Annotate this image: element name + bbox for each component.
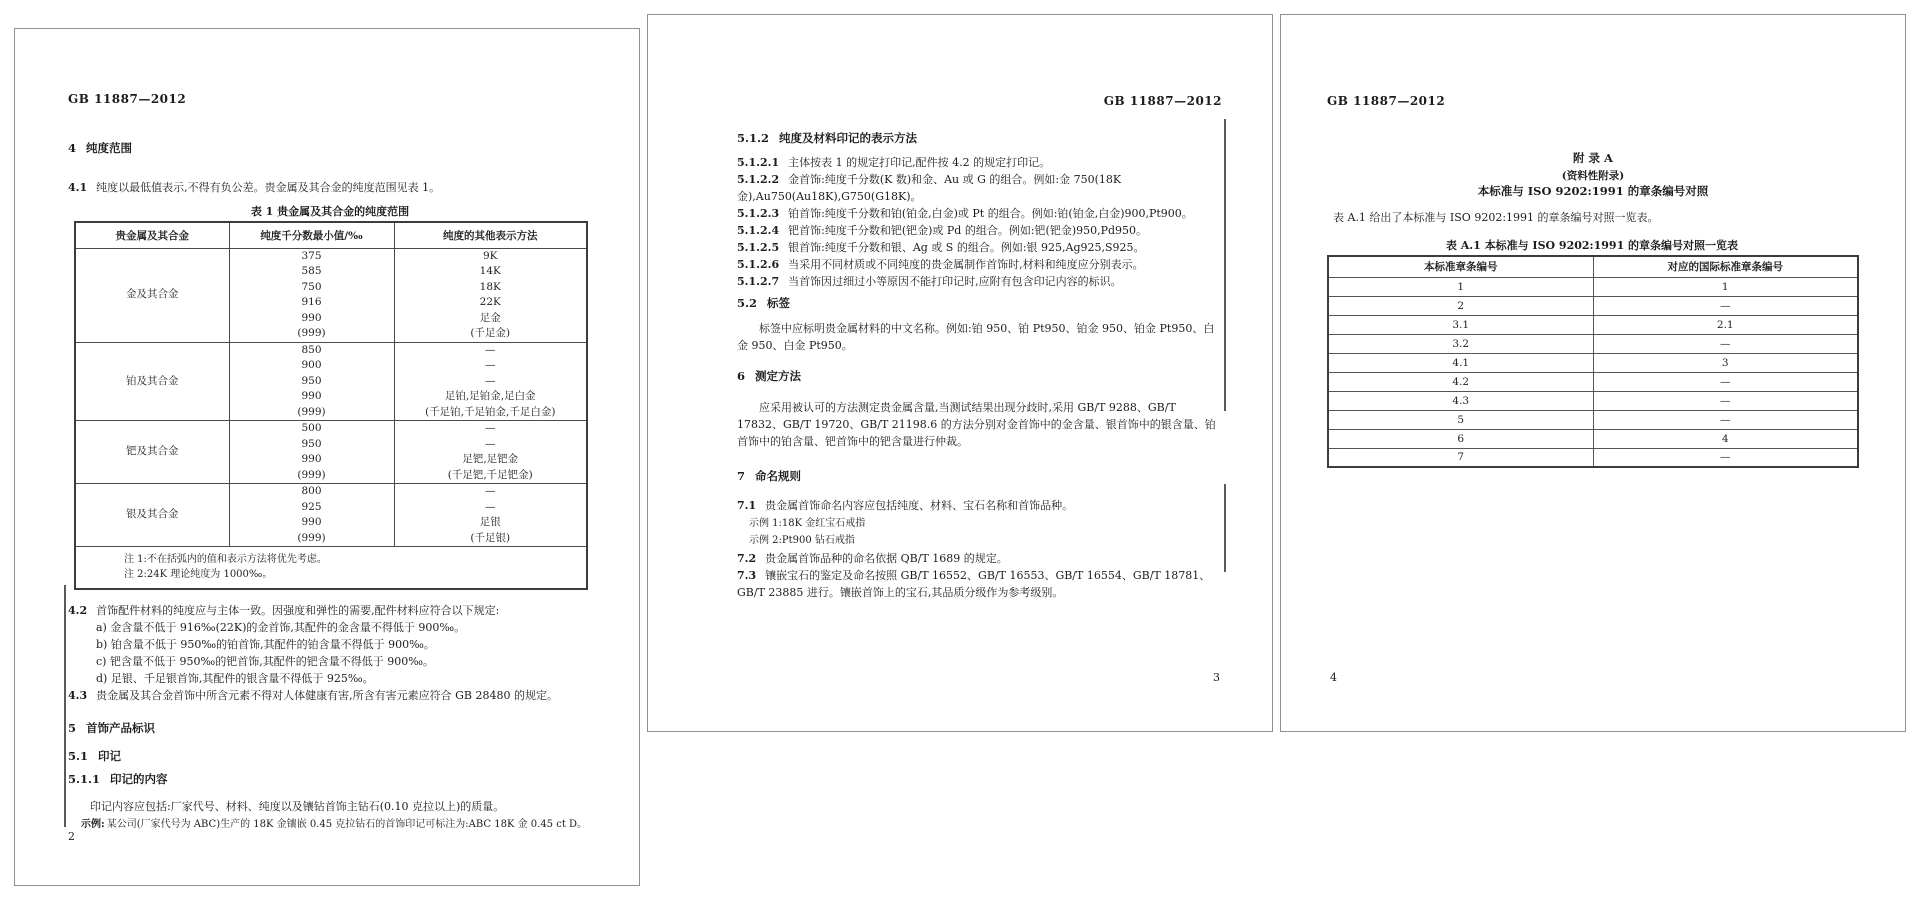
fineness-value: (999) xyxy=(229,405,394,421)
fineness-value: 800 xyxy=(229,484,394,500)
appendix-title: 附 录 A xyxy=(1573,151,1613,165)
fineness-value: 900 xyxy=(229,358,394,374)
running-header: GB 11887—2012 xyxy=(68,92,187,106)
clause-number: 5.1.2.6 xyxy=(737,258,780,271)
this-standard-clause: 4.3 xyxy=(1328,391,1593,410)
iso-clause: — xyxy=(1593,448,1858,467)
clause-4-3 xyxy=(68,687,595,704)
page-number: 2 xyxy=(68,830,75,843)
clause xyxy=(737,171,1224,205)
fineness-value: 925 xyxy=(229,500,394,516)
list-item: b) 铂含量不低于 950‰的铂首饰,其配件的铂含量不得低于 900‰。 xyxy=(96,638,435,651)
table-1-caption: 表 1 贵金属及其合金的纯度范围 xyxy=(250,205,410,218)
other-representation: (千足金) xyxy=(394,326,587,342)
column-header-iso-standard: 对应的国际标准章条编号 xyxy=(1593,256,1858,277)
table-row xyxy=(1328,429,1858,448)
this-standard-clause: 3.1 xyxy=(1328,315,1593,334)
other-representation: — xyxy=(394,437,587,453)
clause xyxy=(737,154,1224,171)
note-line-1: 注 1:不在括弧内的值和表示方法将优先考虑。 xyxy=(124,554,327,565)
clause-7-1 xyxy=(737,497,1224,514)
this-standard-clause: 2 xyxy=(1328,296,1593,315)
tableA1-header-row xyxy=(1328,256,1858,277)
table-row xyxy=(1328,410,1858,429)
fineness-value: 990 xyxy=(229,515,394,531)
column-header-metal: 贵金属及其合金 xyxy=(75,222,229,248)
clause-text: 贵金属首饰品种的命名依据 QB/T 1689 的规定。 xyxy=(765,552,1008,565)
clause xyxy=(737,239,1224,256)
table-row xyxy=(75,248,587,264)
clause-number: 5.1.2 xyxy=(737,131,770,145)
fineness-value: (999) xyxy=(229,326,394,342)
clause-text: 首饰配件材料的纯度应与主体一致。因强度和弹性的需要,配件材料应符合以下规定: xyxy=(96,604,500,617)
table-row xyxy=(1328,296,1858,315)
other-representation: 14K xyxy=(394,264,587,280)
column-header-this-standard: 本标准章条编号 xyxy=(1328,256,1593,277)
fineness-value: 375 xyxy=(229,248,394,264)
fineness-value: (999) xyxy=(229,468,394,484)
running-header: GB 11887—2012 xyxy=(1103,94,1222,108)
other-representation: — xyxy=(394,484,587,500)
clause-text: 银首饰:纯度千分数和银、Ag 或 S 的组合。例如:银 925,Ag925,S925。 xyxy=(788,241,1145,254)
other-representation: — xyxy=(394,374,587,390)
iso-clause: 2.1 xyxy=(1593,315,1858,334)
iso-clause: — xyxy=(1593,296,1858,315)
clause-number: 5 xyxy=(68,721,77,735)
section-5-1-heading xyxy=(68,749,595,764)
other-representation: — xyxy=(394,500,587,516)
iso-clause: 3 xyxy=(1593,353,1858,372)
fineness-value: 750 xyxy=(229,280,394,296)
appendix-subtitle: (资料性附录) xyxy=(1561,170,1625,182)
clause-number: 5.1.2.7 xyxy=(737,275,780,288)
clause-text: 贵金属首饰命名内容应包括纯度、材料、宝石名称和首饰品种。 xyxy=(765,499,1074,512)
clause-number: 5.1.2.5 xyxy=(737,241,780,254)
fineness-value: (999) xyxy=(229,531,394,547)
this-standard-clause: 1 xyxy=(1328,277,1593,296)
iso-clause: 1 xyxy=(1593,277,1858,296)
other-representation: (千足铂,千足铂金,千足白金) xyxy=(394,405,587,421)
fineness-value: 585 xyxy=(229,264,394,280)
this-standard-clause: 6 xyxy=(1328,429,1593,448)
clause-number: 4.3 xyxy=(68,689,88,702)
table-row xyxy=(1328,391,1858,410)
section-5-2-heading xyxy=(737,296,1224,311)
tableA1-body xyxy=(1328,277,1858,467)
revision-bar xyxy=(64,585,66,827)
clause xyxy=(737,256,1224,273)
clause-6-body: 应采用被认可的方法测定贵金属含量,当测试结果出现分歧时,采用 GB/T 9288、GB/T 17832、GB/T 19720、GB/T 21198.6 的方法分别对金首饰中的金含量、银首饰中的银含量、铂首饰中的铂含量、钯首饰中的钯含量进行仲裁。 xyxy=(737,401,1216,448)
example-text: 某公司(厂家代号为 ABC)生产的 18K 金镶嵌 0.45 克拉钻石的首饰印记可标注为:ABC 18K 金 0.45 ct D。 xyxy=(106,819,588,830)
example-line xyxy=(81,817,609,832)
table-row xyxy=(75,484,587,500)
section-6-heading xyxy=(737,369,1224,384)
clause-text: 钯首饰:纯度千分数和钯(钯金)或 Pd 的组合。例如:钯(钯金)950,Pd950。 xyxy=(788,224,1148,237)
this-standard-clause: 7 xyxy=(1328,448,1593,467)
example-line: 示例 2:Pt900 钻石戒指 xyxy=(749,535,855,546)
clause-text: 纯度以最低值表示,不得有负公差。贵金属及其合金的纯度范围见表 1。 xyxy=(96,181,441,194)
iso-clause: — xyxy=(1593,391,1858,410)
clause-4-1 xyxy=(68,179,595,196)
list-item: a) 金含量不低于 916‰(22K)的金首饰,其配件的金含量不得低于 900‰。 xyxy=(96,621,466,634)
section-4-heading xyxy=(68,141,595,156)
this-standard-clause: 3.2 xyxy=(1328,334,1593,353)
clause-title: 首饰产品标识 xyxy=(86,721,156,735)
fineness-value: 990 xyxy=(229,311,394,327)
clause-number: 5.1.2.4 xyxy=(737,224,780,237)
other-representation: — xyxy=(394,358,587,374)
other-representation: 足银 xyxy=(394,515,587,531)
clause-title: 纯度范围 xyxy=(86,141,133,155)
fineness-value: 916 xyxy=(229,295,394,311)
clause-text: 主体按表 1 的规定打印记,配件按 4.2 的规定打印记。 xyxy=(788,156,1051,169)
scanned-page-3 xyxy=(647,14,1273,732)
clause-5-1-1-body: 印记内容应包括:厂家代号、材料、纯度以及镶钻首饰主钻石(0.10 克拉以上)的质量。 xyxy=(90,800,505,813)
clause xyxy=(737,205,1224,222)
scanned-page-4 xyxy=(1280,14,1906,732)
clause-title: 命名规则 xyxy=(755,469,802,483)
iso-clause: 4 xyxy=(1593,429,1858,448)
clause-number: 4 xyxy=(68,141,77,155)
table-a1-cross-reference xyxy=(1327,255,1859,468)
clause-number: 4.1 xyxy=(68,181,88,194)
fineness-value: 500 xyxy=(229,421,394,437)
clause-text: 铂首饰:纯度千分数和铂(铂金,白金)或 Pt 的组合。例如:铂(铂金,白金)900,Pt900。 xyxy=(788,207,1193,220)
clause-title: 测定方法 xyxy=(755,369,802,383)
other-representation: 22K xyxy=(394,295,587,311)
table-row xyxy=(1328,334,1858,353)
list-item: c) 钯含量不低于 950‰的钯首饰,其配件的钯含量不得低于 900‰。 xyxy=(96,655,434,668)
fineness-value: 850 xyxy=(229,342,394,358)
table-row xyxy=(1328,372,1858,391)
clause-title: 印记 xyxy=(98,749,122,763)
other-representation: 18K xyxy=(394,280,587,296)
clause-7-3 xyxy=(737,567,1224,601)
table1-header-row xyxy=(75,222,587,248)
clause-number: 5.1.2.2 xyxy=(737,173,780,186)
clause-title: 标签 xyxy=(767,296,791,310)
clause-number: 7.1 xyxy=(737,499,757,512)
clause-number: 5.1.1 xyxy=(68,772,101,786)
page-number: 3 xyxy=(1213,671,1220,684)
clause-text: 金首饰:纯度千分数(K 数)和金、Au 或 G 的组合。例如:金 750(18K 金),Au750(Au18K),G750(G18K)。 xyxy=(737,173,1122,203)
appendix-subject: 本标准与 ISO 9202:1991 的章条编号对照 xyxy=(1477,184,1709,198)
clause-number: 7.3 xyxy=(737,569,757,582)
table-row xyxy=(1328,315,1858,334)
table1-notes-row xyxy=(75,547,587,590)
section-7-heading xyxy=(737,469,1224,484)
example-line: 示例 1:18K 金红宝石戒指 xyxy=(749,518,866,529)
clause xyxy=(737,222,1224,239)
fineness-value: 990 xyxy=(229,389,394,405)
clause-4-2-item-list xyxy=(96,619,595,687)
scanned-page-2 xyxy=(14,28,640,886)
revision-bar xyxy=(1224,119,1226,411)
iso-clause: — xyxy=(1593,334,1858,353)
other-representation: 足金 xyxy=(394,311,587,327)
fineness-value: 950 xyxy=(229,437,394,453)
other-representation: 足铂,足铂金,足白金 xyxy=(394,389,587,405)
fineness-value: 990 xyxy=(229,452,394,468)
clause-5-2-body: 标签中应标明贵金属材料的中文名称。例如:铂 950、铂 Pt950、铂金 950、铂金 Pt950、白金 950、白金 Pt950。 xyxy=(737,322,1215,352)
clause-title: 纯度及材料印记的表示方法 xyxy=(779,131,918,145)
clause-number: 5.1 xyxy=(68,749,89,763)
table-row xyxy=(1328,448,1858,467)
table-row xyxy=(75,421,587,437)
column-header-fineness: 纯度千分数最小值/‰ xyxy=(229,222,394,248)
this-standard-clause: 4.2 xyxy=(1328,372,1593,391)
table-row xyxy=(1328,277,1858,296)
clause-title: 印记的内容 xyxy=(110,772,168,786)
table-a1-caption: 表 A.1 本标准与 ISO 9202:1991 的章条编号对照一览表 xyxy=(1445,239,1739,252)
clause-list xyxy=(737,154,1224,290)
section-5-1-1-heading xyxy=(68,772,595,787)
other-representation: — xyxy=(394,342,587,358)
fineness-value: 950 xyxy=(229,374,394,390)
metal-group-name: 银及其合金 xyxy=(75,484,229,547)
clause-text: 当首饰因过细过小等原因不能打印记时,应附有包含印记内容的标识。 xyxy=(788,275,1122,288)
clause-number: 4.2 xyxy=(68,604,88,617)
iso-clause: — xyxy=(1593,372,1858,391)
clause xyxy=(737,273,1224,290)
example-label: 示例: xyxy=(81,819,105,830)
clause-number: 7 xyxy=(737,469,746,483)
revision-bar xyxy=(1224,484,1226,572)
clause-number: 6 xyxy=(737,369,746,383)
list-item: d) 足银、千足银首饰,其配件的银含量不得低于 925‰。 xyxy=(96,672,374,685)
appendix-intro: 表 A.1 给出了本标准与 ISO 9202:1991 的章条编号对照一览表。 xyxy=(1333,211,1659,224)
clause-text: 当采用不同材质或不同纯度的贵金属制作首饰时,材料和纯度应分别表示。 xyxy=(788,258,1144,271)
table1-notes xyxy=(75,547,587,590)
metal-group-name: 钯及其合金 xyxy=(75,421,229,484)
clause-number: 5.1.2.1 xyxy=(737,156,780,169)
iso-clause: — xyxy=(1593,410,1858,429)
other-representation: 9K xyxy=(394,248,587,264)
this-standard-clause: 4.1 xyxy=(1328,353,1593,372)
clause-number: 5.2 xyxy=(737,296,758,310)
table-row xyxy=(75,342,587,358)
note-line-2: 注 2:24K 理论纯度为 1000‰。 xyxy=(124,569,273,580)
running-header: GB 11887—2012 xyxy=(1327,94,1446,108)
other-representation: — xyxy=(394,421,587,437)
section-5-heading xyxy=(68,721,595,736)
table1-body xyxy=(75,248,587,547)
other-representation: (千足钯,千足钯金) xyxy=(394,468,587,484)
clause-text: 镶嵌宝石的鉴定及命名按照 GB/T 16552、GB/T 16553、GB/T 16554、GB/T 18781、GB/T 23885 进行。镶嵌首饰上的宝石,其品质分级作为参考级别。 xyxy=(737,569,1211,599)
metal-group-name: 铂及其合金 xyxy=(75,342,229,421)
clause-7-2 xyxy=(737,550,1224,567)
page-number: 4 xyxy=(1330,671,1337,684)
clause-number: 7.2 xyxy=(737,552,757,565)
clause-text: 贵金属及其合金首饰中所含元素不得对人体健康有害,所含有害元素应符合 GB 28480 的规定。 xyxy=(96,689,558,702)
other-representation: (千足银) xyxy=(394,531,587,547)
metal-group-name: 金及其合金 xyxy=(75,248,229,342)
table-1-purity-ranges xyxy=(74,221,588,590)
column-header-other: 纯度的其他表示方法 xyxy=(394,222,587,248)
clause-4-2 xyxy=(68,602,595,619)
this-standard-clause: 5 xyxy=(1328,410,1593,429)
other-representation: 足钯,足钯金 xyxy=(394,452,587,468)
clause-number: 5.1.2.3 xyxy=(737,207,780,220)
section-5-1-2-heading xyxy=(737,131,1224,146)
table-row xyxy=(1328,353,1858,372)
